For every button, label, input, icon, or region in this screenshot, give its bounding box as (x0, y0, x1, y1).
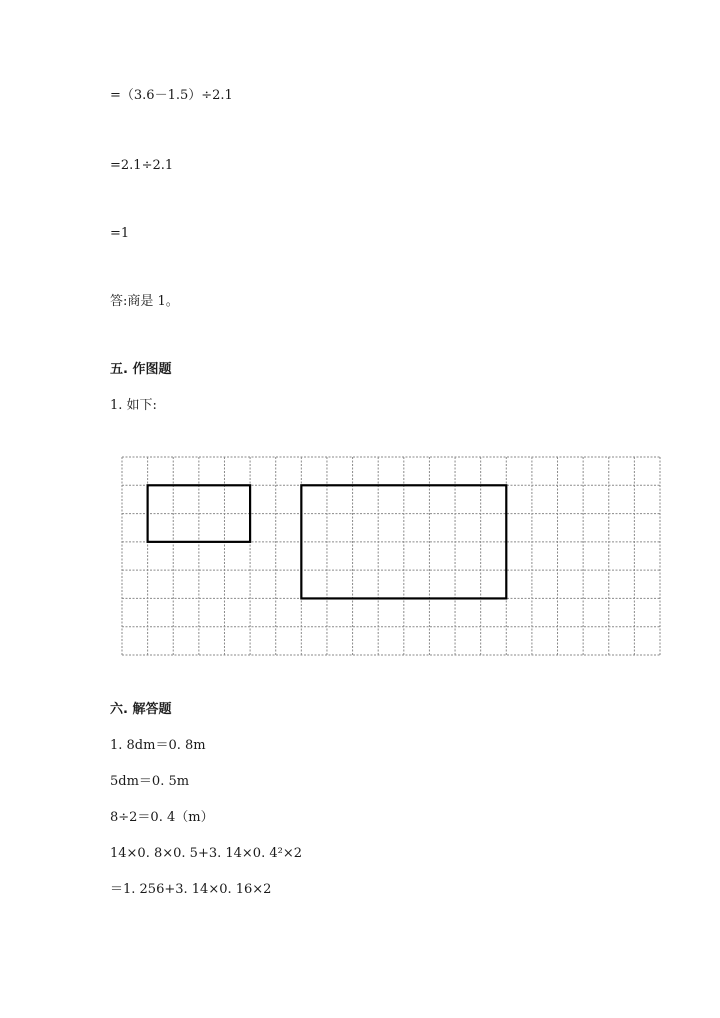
answer-line-1: 1. 8dm＝0. 8m (110, 738, 206, 753)
calc-line-1: =（3.6－1.5）÷2.1 (110, 88, 233, 103)
answer-line-5: ＝1. 256+3. 14×0. 16×2 (110, 882, 272, 897)
calc-line-3: =1 (110, 226, 130, 241)
answer-section-heading: 六. 解答题 (110, 702, 172, 717)
answer-line-2: 5dm＝0. 5m (110, 774, 190, 789)
calc-answer: 答:商是 1。 (110, 294, 179, 309)
calc-line-2: =2.1÷2.1 (110, 158, 174, 173)
answer-line-4: 14×0. 8×0. 5+3. 14×0. 4²×2 (110, 846, 302, 861)
drawing-section-heading: 五. 作图题 (110, 362, 172, 377)
drawing-item-label: 1. 如下: (110, 398, 157, 413)
answer-line-3: 8÷2＝0. 4（m） (110, 810, 214, 825)
